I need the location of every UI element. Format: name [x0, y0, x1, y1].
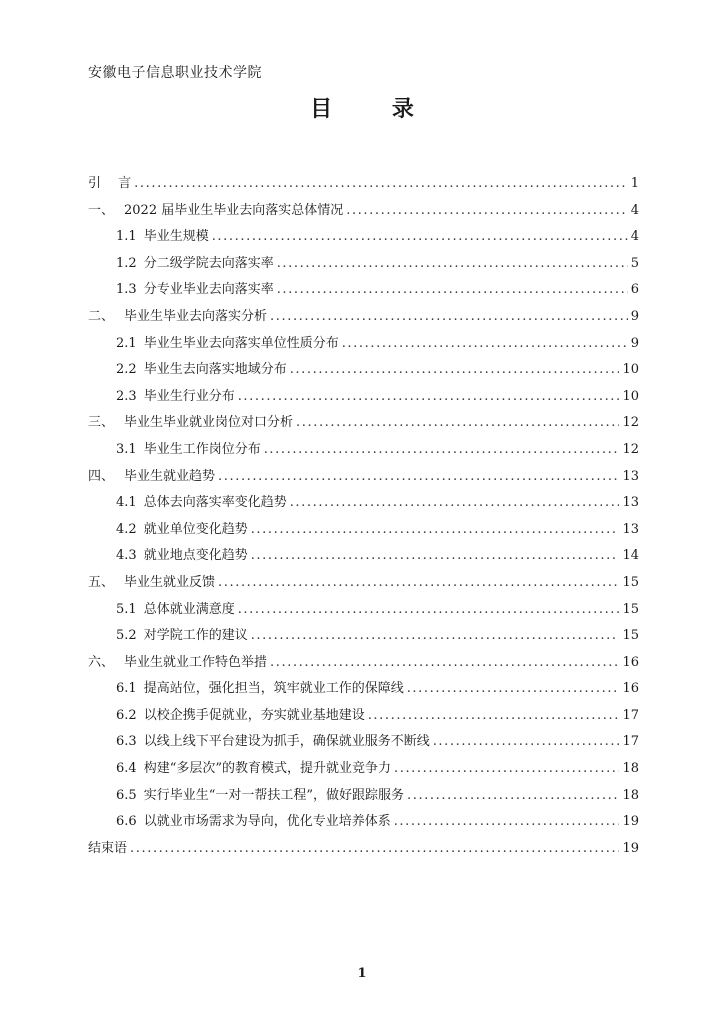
- toc-entry-label: 毕业生就业工作特色举措: [124, 654, 268, 670]
- toc-entry-label: 引 言: [88, 176, 132, 191]
- toc-entry-label: 毕业生毕业去向落实单位性质分布: [143, 335, 339, 351]
- toc-entry-page: 17: [622, 734, 639, 750]
- toc-entry-number: 6.3: [116, 734, 137, 750]
- toc-entry-page: 13: [622, 468, 639, 484]
- toc-dot-leader: [407, 783, 619, 810]
- toc-entry[interactable]: [88, 809, 639, 836]
- toc-entry-page: 13: [622, 495, 639, 511]
- toc-entry[interactable]: [88, 597, 639, 624]
- toc-entry-number: 1.2: [116, 255, 137, 271]
- toc-entry-label: 就业单位变化趋势: [143, 521, 248, 537]
- toc-entry-label: 毕业生毕业就业岗位对口分析: [124, 415, 294, 431]
- toc-entry-label: 毕业生工作岗位分布: [143, 441, 261, 457]
- toc-dot-leader: [433, 729, 620, 756]
- toc-entry-page: 16: [622, 681, 639, 697]
- toc-entry-number: 一、: [88, 202, 115, 218]
- toc-entry-page: 4: [630, 202, 639, 218]
- toc-entry[interactable]: [88, 783, 639, 810]
- toc-entry-label: 以线上线下平台建设为抓手，确保就业服务不断线: [143, 734, 430, 750]
- toc-dot-leader: [290, 490, 620, 517]
- toc-entry-page: 4: [630, 229, 639, 245]
- toc-entry-page: 12: [622, 441, 639, 457]
- toc-entry-number: 二、: [88, 308, 115, 324]
- toc-entry-label: 毕业生规模: [143, 229, 209, 245]
- toc-entry[interactable]: [88, 224, 639, 251]
- toc-entry-number: 5.2: [116, 628, 137, 644]
- toc-entry-number: 6.1: [116, 681, 137, 697]
- toc-entry-page: 9: [630, 308, 639, 324]
- toc-entry-label: 就业地点变化趋势: [143, 548, 248, 564]
- toc-entry[interactable]: [88, 437, 639, 464]
- toc-entry[interactable]: [88, 410, 639, 437]
- toc-entry-label: 总体去向落实率变化趋势: [143, 495, 287, 511]
- toc-dot-leader: [270, 304, 628, 331]
- toc-entry-number: 四、: [88, 468, 115, 484]
- toc-entry-page: 15: [622, 628, 639, 644]
- toc-entry-number: 1.1: [116, 229, 137, 245]
- toc-dot-leader: [277, 277, 628, 304]
- toc-entry-number: 6.4: [116, 761, 137, 777]
- toc-entry-page: 16: [622, 654, 639, 670]
- toc-entry[interactable]: [88, 464, 639, 491]
- toc-entry-page: 13: [622, 521, 639, 537]
- toc-entry-label: 结束语: [88, 840, 128, 856]
- toc-entry-number: 五、: [88, 574, 115, 590]
- toc-dot-leader: [290, 357, 620, 384]
- toc-dot-leader: [270, 650, 619, 677]
- toc-dot-leader: [277, 251, 628, 278]
- toc-entry-page: 19: [622, 814, 639, 830]
- toc-entry-page: 9: [630, 335, 639, 351]
- toc-entry-number: 2.2: [116, 362, 137, 378]
- toc-entry[interactable]: [88, 676, 639, 703]
- toc-entry-number: 6.6: [116, 814, 137, 830]
- toc-entry-page: 15: [622, 601, 639, 617]
- toc-entry-number: 4.3: [116, 548, 137, 564]
- toc-entry-label: 提高站位，强化担当，筑牢就业工作的保障线: [143, 681, 404, 697]
- toc-entry-page: 1: [630, 176, 639, 191]
- toc-entry-number: 2.3: [116, 388, 137, 404]
- toc-entry-label: 实行毕业生“一对一帮扶工程”，做好跟踪服务: [143, 787, 404, 803]
- toc-dot-leader: [346, 198, 628, 225]
- toc-dot-leader: [251, 543, 620, 570]
- toc-entry-label: 毕业生就业趋势: [124, 468, 216, 484]
- toc-entry-page: 10: [622, 362, 639, 378]
- toc-entry[interactable]: [88, 543, 639, 570]
- table-of-contents: [88, 171, 639, 862]
- toc-entry-label: 以校企携手促就业，夯实就业基地建设: [143, 707, 365, 723]
- toc-entry-label: 毕业生去向落实地域分布: [143, 362, 287, 378]
- toc-entry-number: 三、: [88, 415, 115, 431]
- toc-entry[interactable]: [88, 277, 639, 304]
- toc-dot-leader: [368, 703, 620, 730]
- toc-entry-label: 以就业市场需求为导向，优化专业培养体系: [143, 814, 391, 830]
- toc-entry-number: 3.1: [116, 441, 137, 457]
- page-number: 1: [357, 966, 367, 981]
- toc-entry[interactable]: [88, 729, 639, 756]
- toc-entry-page: 15: [622, 574, 639, 590]
- institution-header: 安徽电子信息职业技术学院: [88, 65, 262, 81]
- toc-entry-number: 6.5: [116, 787, 137, 803]
- toc-entry[interactable]: [88, 198, 639, 225]
- toc-entry-number: 1.3: [116, 282, 137, 298]
- toc-entry[interactable]: [88, 357, 639, 384]
- toc-entry-number: 6.2: [116, 707, 137, 723]
- toc-dot-leader: [394, 809, 620, 836]
- toc-entry-number: 4.2: [116, 521, 137, 537]
- toc-entry-page: 19: [622, 840, 639, 856]
- toc-dot-leader: [394, 756, 619, 783]
- toc-entry-number: 2.1: [116, 335, 137, 351]
- toc-entry-number: 4.1: [116, 495, 137, 511]
- toc-dot-leader: [251, 517, 620, 544]
- toc-dot-leader: [296, 410, 619, 437]
- toc-entry[interactable]: [88, 251, 639, 278]
- toc-entry-page: 5: [630, 255, 639, 271]
- toc-entry-label: 毕业生行业分布: [143, 388, 235, 404]
- toc-dot-leader: [251, 623, 620, 650]
- toc-entry-label: 对学院工作的建议: [143, 628, 248, 644]
- toc-dot-leader: [130, 836, 619, 863]
- toc-dot-leader: [238, 597, 620, 624]
- toc-dot-leader: [212, 224, 628, 251]
- toc-entry-page: 18: [622, 787, 639, 803]
- toc-dot-leader: [218, 570, 619, 597]
- toc-entry[interactable]: [88, 331, 639, 358]
- toc-entry[interactable]: [88, 304, 639, 331]
- toc-entry-number: 5.1: [116, 601, 137, 617]
- toc-dot-leader: [407, 676, 620, 703]
- toc-entry[interactable]: [88, 650, 639, 677]
- toc-entry-page: 12: [622, 415, 639, 431]
- toc-dot-leader: [134, 171, 628, 198]
- toc-dot-leader: [218, 464, 619, 491]
- toc-entry-label: 总体就业满意度: [143, 601, 235, 617]
- toc-entry-number: 六、: [88, 654, 115, 670]
- toc-entry-label: 分专业毕业去向落实率: [143, 282, 274, 298]
- toc-entry-label: 构建“多层次”的教育模式，提升就业竞争力: [143, 761, 391, 777]
- toc-entry-label: 毕业生毕业去向落实分析: [124, 308, 268, 324]
- toc-entry-page: 6: [630, 282, 639, 298]
- toc-entry-page: 14: [622, 548, 639, 564]
- toc-entry[interactable]: [88, 623, 639, 650]
- toc-entry-page: 17: [622, 707, 639, 723]
- toc-entry[interactable]: [88, 384, 639, 411]
- toc-entry-page: 18: [622, 761, 639, 777]
- toc-entry[interactable]: [88, 756, 639, 783]
- toc-entry[interactable]: [88, 517, 639, 544]
- toc-entry-label: 毕业生就业反馈: [124, 574, 216, 590]
- toc-dot-leader: [264, 437, 620, 464]
- toc-entry-label: 2022 届毕业生毕业去向落实总体情况: [124, 202, 344, 218]
- toc-entry[interactable]: [88, 171, 639, 198]
- toc-entry[interactable]: [88, 570, 639, 597]
- toc-entry[interactable]: [88, 490, 639, 517]
- toc-entry-label: 分二级学院去向落实率: [143, 255, 274, 271]
- page-title: 目 录: [310, 96, 440, 122]
- toc-dot-leader: [238, 384, 620, 411]
- toc-entry[interactable]: [88, 836, 639, 863]
- toc-dot-leader: [342, 331, 628, 358]
- toc-entry-page: 10: [622, 388, 639, 404]
- toc-entry[interactable]: [88, 703, 639, 730]
